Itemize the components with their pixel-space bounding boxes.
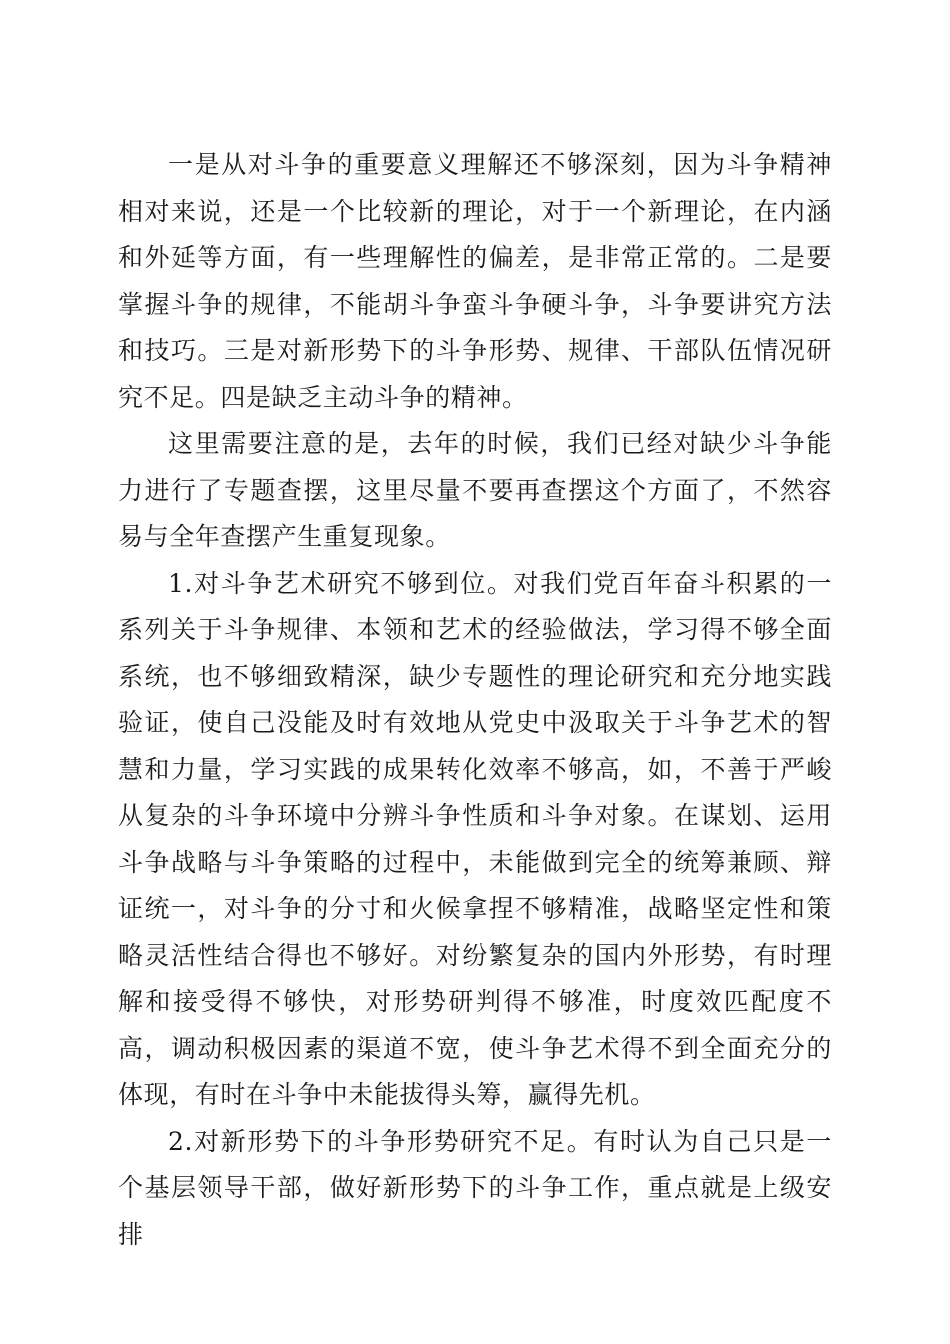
paragraph-item-2: 2.对新形势下的斗争形势研究不足。有时认为自己只是一个基层领导干部，做好新形势下的斗争工作，重点就是上级安排 — [118, 1126, 832, 1249]
paragraph-item-1: 1.对斗争艺术研究不够到位。对我们党百年奋斗积累的一系列关于斗争规律、本领和艺术的经验做法，学习得不够全面系统，也不够细致精深，缺少专题性的理论研究和充分地实践验证，使自己没能及时有效地从党史中汲取关于斗争艺术的智慧和力量，学习实践的成果转化效率不够高，如，不善于严峻从复杂的斗争环境中分辨斗争性质和斗争对象。在谋划、运用斗争战略与斗争策略的过程中，未能做到完全的统筹兼顾、辩证统一，对斗争的分寸和火候拿捏不够精准，战略坚定性和策略灵活性结合得也不够好。对纷繁复杂的国内外形势，有时理解和接受得不够快，对形势研判得不够准，时度效匹配度不高，调动积极因素的渠道不宽，使斗争艺术得不到全面充分的体现，有时在斗争中未能拔得头筹，赢得先机。 — [118, 568, 832, 1109]
document-body — [118, 142, 832, 1258]
paragraph-note: 这里需要注意的是，去年的时候，我们已经对缺少斗争能力进行了专题查摆，这里尽量不要再查摆这个方面了，不然容易与全年查摆产生重复现象。 — [118, 429, 832, 551]
paragraph-understanding: 一是从对斗争的重要意义理解还不够深刻，因为斗争精神相对来说，还是一个比较新的理论，对于一个新理论，在内涵和外延等方面，有一些理解性的偏差，是非常正常的。二是要掌握斗争的规律，不能胡斗争蛮斗争硬斗争，斗争要讲究方法和技巧。三是对新形势下的斗争形势、规律、干部队伍情况研究不足。四是缺乏主动斗争的精神。 — [118, 150, 832, 412]
